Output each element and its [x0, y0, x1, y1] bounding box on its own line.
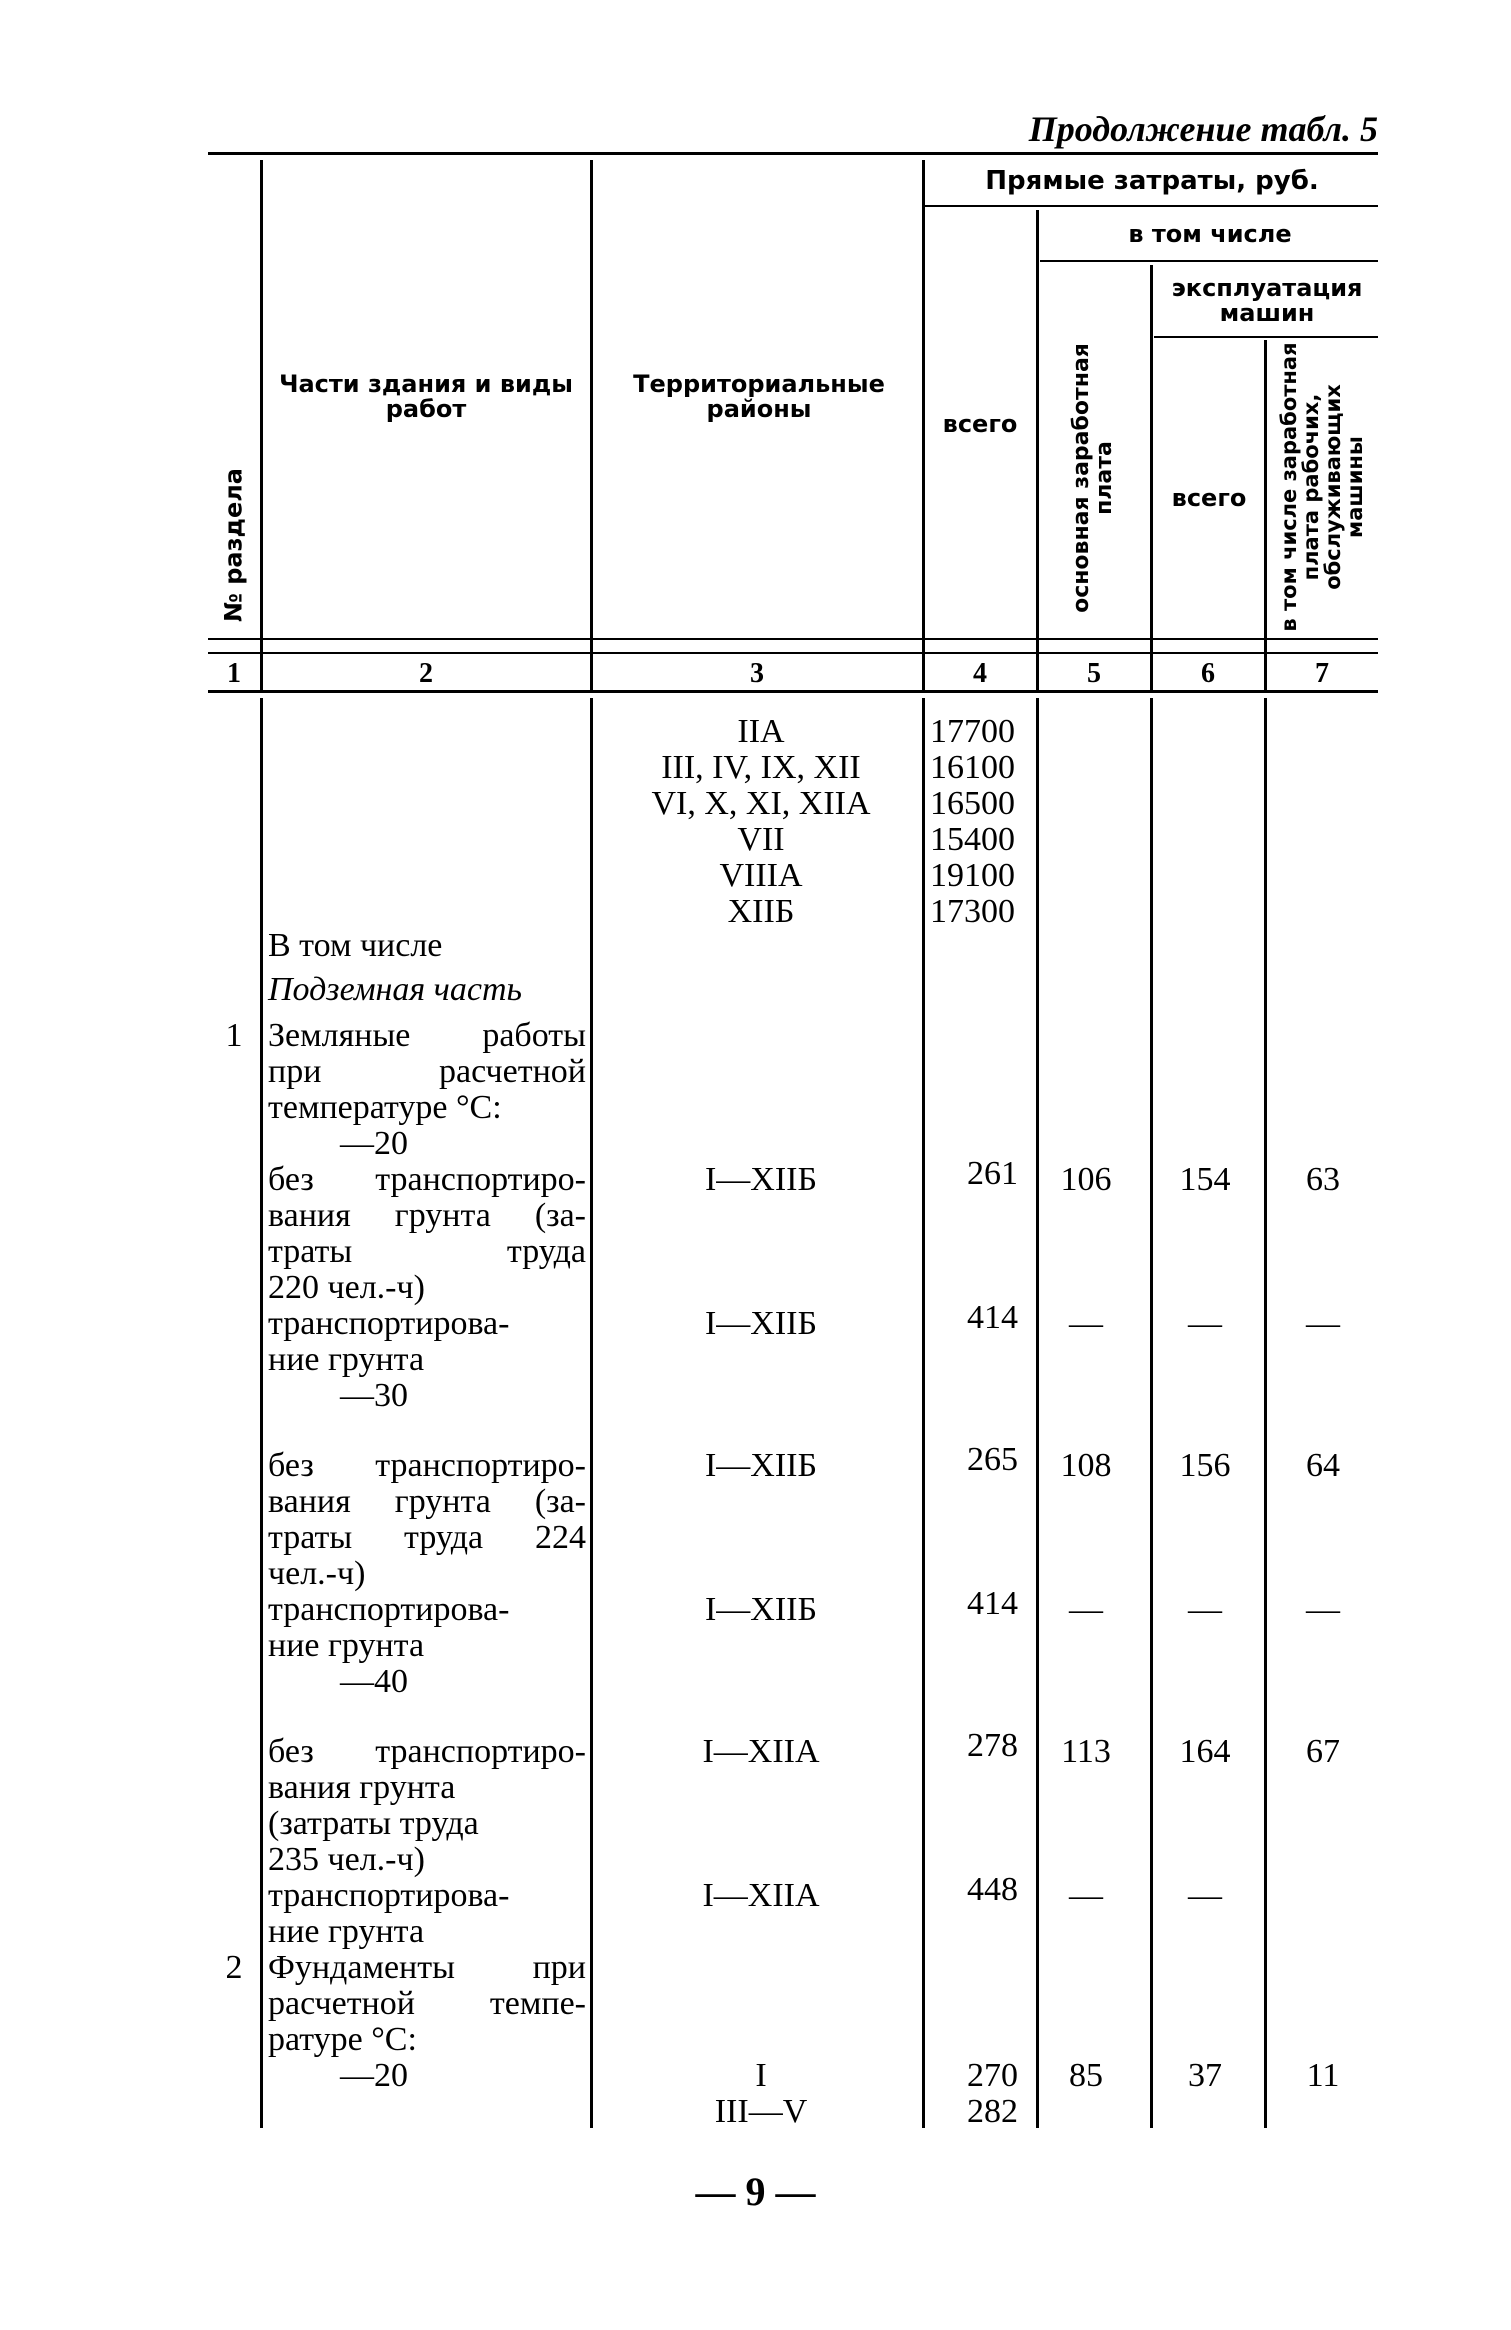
- row1-region: I—XIIБ: [704, 1161, 818, 1198]
- including-rule: [1040, 260, 1378, 262]
- region-total: 15400: [930, 821, 1015, 858]
- header-base-wage-text: основная заработная плата: [1068, 343, 1117, 613]
- section-number-2: 2: [225, 1949, 243, 1986]
- row1-machine-wage: 63: [1306, 1161, 1340, 1198]
- region-total: 17300: [930, 893, 1015, 930]
- row2-desc-line-2: ние грунта: [268, 1341, 425, 1378]
- row5-wage: 113: [1061, 1733, 1111, 1770]
- page-number: — 9 —: [695, 2169, 816, 2214]
- row2-region: I—XIIБ: [704, 1305, 818, 1342]
- row4-desc-line-1: транспортирова-: [268, 1591, 510, 1628]
- foundations-row1-total: 270: [967, 2057, 1018, 2094]
- header-direct-costs: Прямые затраты, руб.: [985, 166, 1319, 196]
- row3-region: I—XIIБ: [704, 1447, 818, 1484]
- row6-desc-line-2: ние грунта: [268, 1913, 425, 1950]
- foundations-row1-region: I: [755, 2057, 767, 2094]
- header-building-parts: Части здания и виды работ: [279, 370, 573, 424]
- foundations-row1-machine-wage: 11: [1306, 2057, 1340, 2094]
- header-machine-wage-text: в том числе заработная плата рабочих, обслуживающих машины: [1276, 342, 1368, 632]
- col-divider-1: [260, 160, 263, 690]
- row1-desc-line-4: 220 чел.-ч): [268, 1269, 425, 1306]
- row6-desc-line-1: транспортирова-: [268, 1877, 510, 1914]
- row2-wage: —: [1069, 1305, 1103, 1342]
- row2-machines: —: [1188, 1305, 1222, 1342]
- region-total: 17700: [930, 713, 1015, 750]
- earthworks-line-3: температуре °С:: [268, 1089, 502, 1126]
- foundations-row1-wage: 85: [1069, 2057, 1103, 2094]
- row5-desc-line-1: без транспортиро-: [268, 1733, 586, 1770]
- temperature-minus-30: —30: [340, 1377, 408, 1414]
- region-item: IIА: [737, 713, 785, 750]
- temperature-minus-20: —20: [340, 1125, 408, 1162]
- row3-machine-wage: 64: [1306, 1447, 1340, 1484]
- colnum-7: 7: [1315, 658, 1329, 689]
- header-territorial-regions: Территориальные районы: [633, 370, 885, 424]
- col-divider-4: [1036, 210, 1039, 690]
- row1-desc-line-3: траты труда: [268, 1233, 586, 1270]
- colnum-3: 3: [750, 658, 764, 689]
- table-top-rule: [208, 152, 1378, 155]
- row4-machine-wage: —: [1306, 1591, 1340, 1628]
- row3-machines: 156: [1179, 1447, 1231, 1484]
- row1-desc-line-2: вания грунта (за-: [268, 1197, 586, 1234]
- row1-machines: 154: [1179, 1161, 1231, 1198]
- row6-region: I—XIIА: [702, 1877, 820, 1914]
- region-item: III, IV, IX, XII: [661, 749, 861, 786]
- row4-machines: —: [1188, 1591, 1222, 1628]
- header-total: всего: [942, 410, 1018, 438]
- col-divider-6: [1264, 340, 1267, 690]
- row3-desc-line-1: без транспортиро-: [268, 1447, 586, 1484]
- row5-machine-wage: 67: [1306, 1733, 1340, 1770]
- row4-wage: —: [1069, 1591, 1103, 1628]
- row5-machines: 164: [1179, 1733, 1231, 1770]
- row1-total: 261: [967, 1155, 1018, 1192]
- row6-machines: —: [1188, 1877, 1222, 1914]
- direct-costs-rule: [924, 205, 1378, 207]
- including-label: В том числе: [268, 927, 443, 964]
- region-total: 19100: [930, 857, 1015, 894]
- region-total: 16500: [930, 785, 1015, 822]
- row3-desc-line-4: чел.-ч): [268, 1555, 366, 1592]
- row6-wage: —: [1069, 1877, 1103, 1914]
- row3-desc-line-2: вания грунта (за-: [268, 1483, 586, 1520]
- row2-machine-wage: —: [1306, 1305, 1340, 1342]
- colnum-4: 4: [973, 658, 987, 689]
- row6-total: 448: [967, 1871, 1018, 1908]
- temperature-minus-40: —40: [340, 1663, 408, 1700]
- row5-total: 278: [967, 1727, 1018, 1764]
- earthworks-line-2: при расчетной: [268, 1053, 586, 1090]
- header-machine-total: всего: [1171, 484, 1247, 512]
- header-section-number: № раздела: [219, 468, 248, 622]
- row4-region: I—XIIБ: [704, 1591, 818, 1628]
- body-divider-6: [1264, 698, 1267, 2128]
- row4-total: 414: [967, 1585, 1018, 1622]
- underground-label: Подземная часть: [268, 971, 523, 1008]
- colnum-1: 1: [227, 658, 241, 689]
- body-divider-2: [590, 698, 593, 2128]
- foundations-line-1: Фундаменты при: [268, 1949, 586, 1986]
- row5-region: I—XIIА: [702, 1733, 820, 1770]
- row2-total: 414: [967, 1299, 1018, 1336]
- foundations-row2-region: III—V: [714, 2093, 808, 2130]
- row2-desc-line-1: транспортирова-: [268, 1305, 510, 1342]
- row5-desc-line-4: 235 чел.-ч): [268, 1841, 425, 1878]
- colnum-2: 2: [419, 658, 433, 689]
- region-total: 16100: [930, 749, 1015, 786]
- continuation-title: Продолжение табл. 5: [1028, 109, 1378, 149]
- header-machine-operation: эксплуатация машин: [1171, 274, 1363, 328]
- body-divider-1: [260, 698, 263, 2128]
- header-bottom-rule: [208, 638, 1378, 640]
- colnum-5: 5: [1087, 658, 1101, 689]
- col-divider-3: [922, 160, 925, 690]
- colnum-6: 6: [1201, 658, 1215, 689]
- row3-total: 265: [967, 1441, 1018, 1478]
- region-item: XIIБ: [727, 893, 795, 930]
- header-including: в том числе: [1128, 220, 1292, 248]
- row1-desc-line-1: без транспортиро-: [268, 1161, 586, 1198]
- colnum-bottom-rule: [208, 690, 1378, 693]
- header-machine-wage: [1278, 342, 1366, 632]
- row5-desc-line-2: вания грунта: [268, 1769, 456, 1806]
- region-item: VIIIA: [719, 857, 803, 894]
- region-item: VI, X, XI, XIIА: [651, 785, 871, 822]
- region-item: VII: [737, 821, 785, 858]
- colnum-top-rule: [208, 652, 1378, 654]
- row3-desc-line-3: траты труда 224: [268, 1519, 586, 1556]
- row4-desc-line-2: ние грунта: [268, 1627, 425, 1664]
- col-divider-2: [590, 160, 593, 690]
- foundations-temperature-minus-20: —20: [340, 2057, 408, 2094]
- earthworks-line-1: Земляные работы: [268, 1017, 586, 1054]
- header-base-wage: [1070, 323, 1116, 633]
- row5-desc-line-3: (затраты труда: [268, 1805, 479, 1842]
- machines-rule: [1154, 336, 1378, 338]
- col-divider-5: [1150, 265, 1153, 690]
- row3-wage: 108: [1060, 1447, 1112, 1484]
- foundations-line-2: расчетной темпе-: [268, 1985, 586, 2022]
- foundations-row1-machines: 37: [1188, 2057, 1222, 2094]
- section-number-1: 1: [225, 1017, 243, 1054]
- foundations-row2-total: 282: [967, 2093, 1018, 2130]
- foundations-line-3: ратуре °С:: [268, 2021, 417, 2058]
- row1-wage: 106: [1060, 1161, 1112, 1198]
